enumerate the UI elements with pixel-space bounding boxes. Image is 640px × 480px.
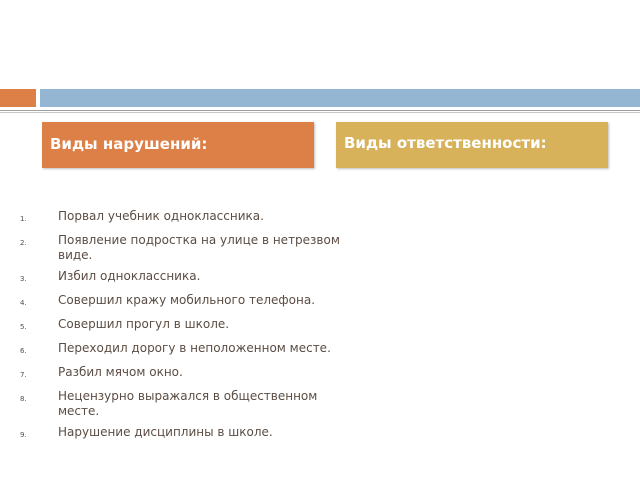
list-item-text: Избил одноклассника.	[58, 269, 201, 283]
divider-line	[0, 112, 640, 113]
list-item-text: Совершил кражу мобильного телефона.	[58, 293, 316, 307]
list-item-text: Появление подростка на улице в нетрезвом виде.	[58, 233, 340, 262]
list-item-number: 9.	[20, 431, 27, 439]
list-item-text: Разбил мячом окно.	[58, 365, 183, 379]
list-item	[0, 341, 360, 359]
list-item-text: Переходил дорогу в неположенном месте.	[58, 341, 331, 355]
decorative-bar-blue	[40, 89, 640, 107]
list-item-text: Порвал учебник одноклассника.	[58, 209, 264, 223]
list-item-number: 3.	[20, 275, 27, 283]
list-item-number: 6.	[20, 347, 27, 355]
responsibility-header-box	[336, 122, 608, 168]
list-item	[0, 365, 360, 383]
violations-header-title: Виды нарушений:	[50, 135, 208, 153]
list-item-number: 4.	[20, 299, 27, 307]
decorative-bar-orange	[0, 89, 36, 107]
list-item-number: 5.	[20, 323, 27, 331]
list-item-number: 7.	[20, 371, 27, 379]
list-item-number: 2.	[20, 239, 27, 247]
list-item	[0, 293, 360, 311]
list-item	[0, 317, 360, 335]
list-item-text: Совершил прогул в школе.	[58, 317, 230, 331]
list-item-number: 1.	[20, 215, 27, 223]
list-item	[0, 425, 360, 443]
divider-line	[0, 110, 640, 111]
list-item	[0, 269, 360, 287]
responsibility-header-title: Виды ответственности:	[344, 133, 547, 152]
list-item-text: Нецензурно выражался в общественном месте.	[58, 389, 318, 418]
violations-list	[0, 209, 360, 449]
list-item-number: 8.	[20, 395, 27, 403]
list-item-text: Нарушение дисциплины в школе.	[58, 425, 273, 439]
violations-header-box	[42, 122, 314, 168]
list-item	[0, 233, 360, 263]
list-item	[0, 389, 360, 419]
list-item	[0, 209, 360, 227]
